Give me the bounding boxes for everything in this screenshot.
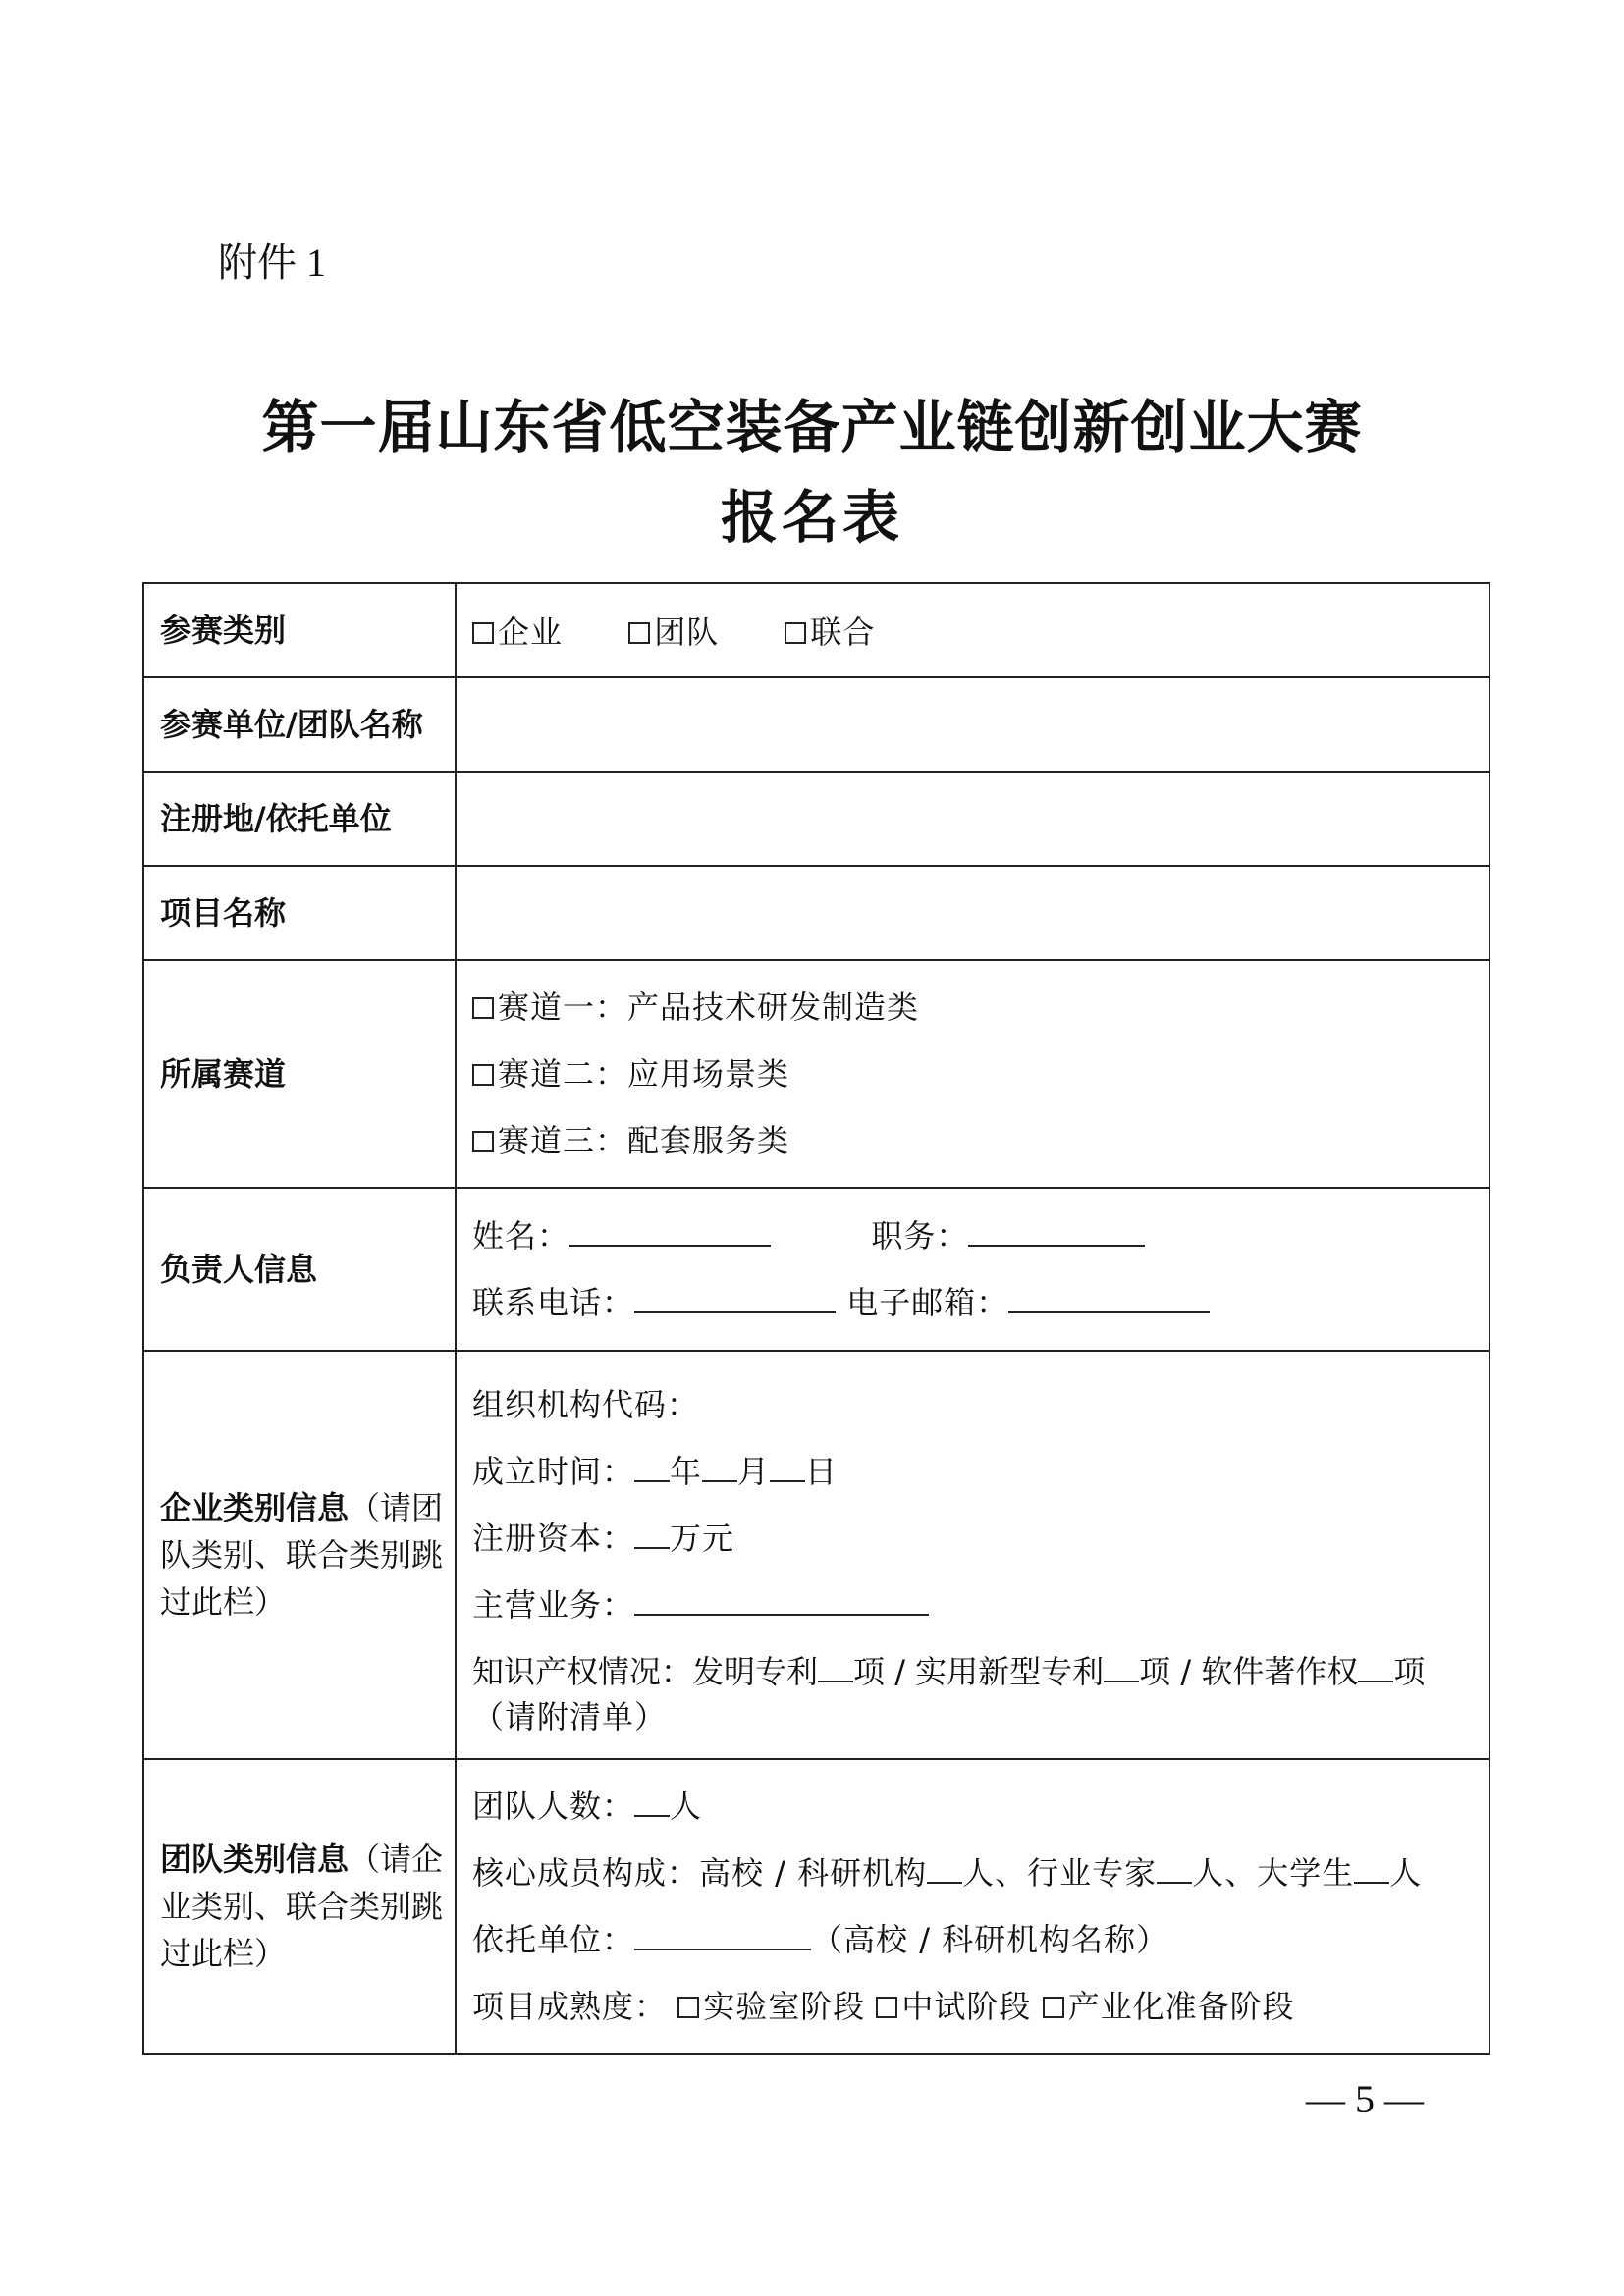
label-project: 项目名称	[143, 866, 456, 960]
attachment-label: 附件 1	[218, 240, 326, 286]
option-lab-stage[interactable]: 实验室阶段	[677, 1988, 865, 2025]
year-blank[interactable]	[634, 1451, 670, 1482]
value-track	[456, 960, 1489, 1188]
label-registered: 注册地/依托单位	[143, 772, 456, 866]
business-blank[interactable]	[634, 1584, 929, 1616]
checkbox-icon[interactable]	[628, 622, 650, 644]
option-industrial-stage[interactable]: 产业化准备阶段	[1043, 1988, 1295, 2025]
team-size-blank[interactable]	[634, 1786, 670, 1817]
label-leader: 负责人信息	[143, 1188, 456, 1351]
support-unit-blank[interactable]	[634, 1919, 811, 1950]
option-track-2[interactable]: 赛道二：应用场景类	[472, 1041, 1481, 1107]
utility-blank[interactable]	[1104, 1651, 1139, 1682]
label-category: 参赛类别	[143, 583, 456, 677]
row-enterprise	[143, 1351, 1489, 1759]
option-enterprise[interactable]: 企业	[472, 614, 563, 651]
form-subtitle: 报名表	[720, 484, 903, 551]
org-code-label: 组织机构代码：	[472, 1386, 700, 1423]
page-number: — 5 —	[1306, 2077, 1424, 2121]
ip-note: （请附清单）	[472, 1698, 668, 1735]
checkbox-icon[interactable]	[472, 1064, 494, 1086]
phone-blank[interactable]	[634, 1282, 836, 1313]
invention-blank[interactable]	[818, 1651, 853, 1682]
option-joint[interactable]: 联合	[785, 614, 875, 651]
option-track-1[interactable]: 赛道一：产品技术研发制造类	[472, 974, 1481, 1041]
student-count-blank[interactable]	[1354, 1852, 1389, 1884]
value-leader: 姓名： 职务： 联系电话： 电子邮箱：	[456, 1188, 1489, 1351]
row-unit-name	[143, 677, 1489, 772]
field-project[interactable]	[456, 866, 1489, 960]
label-unit-name: 参赛单位/团队名称	[143, 677, 456, 772]
option-track-3[interactable]: 赛道三：配套服务类	[472, 1107, 1481, 1174]
field-registered[interactable]	[456, 772, 1489, 866]
name-blank[interactable]	[569, 1215, 771, 1247]
value-team: 团队人数： 人 核心成员构成：高校 / 科研机构 人、行业专家 人、大学生 人 依托单位： （高校 / 科研机构名称） 项目成熟度： 实验室阶段 中试阶段 产业化准备阶段	[456, 1759, 1489, 2054]
expert-count-blank[interactable]	[1157, 1852, 1192, 1884]
row-track	[143, 960, 1489, 1188]
email-blank[interactable]	[1008, 1282, 1210, 1313]
checkbox-icon[interactable]	[472, 997, 494, 1019]
registration-table	[142, 582, 1490, 2055]
row-registered	[143, 772, 1489, 866]
form-title: 第一届山东省低空装备产业链创新创业大赛	[261, 394, 1363, 460]
row-category	[143, 583, 1489, 677]
checkbox-icon[interactable]	[1043, 1997, 1064, 2018]
label-track: 所属赛道	[143, 960, 456, 1188]
field-unit-name[interactable]	[456, 677, 1489, 772]
day-blank[interactable]	[770, 1451, 805, 1482]
software-blank[interactable]	[1358, 1651, 1393, 1682]
capital-blank[interactable]	[634, 1518, 670, 1549]
option-team[interactable]: 团队	[628, 614, 719, 651]
row-project	[143, 866, 1489, 960]
checkbox-icon[interactable]	[472, 1131, 494, 1152]
academic-count-blank[interactable]	[927, 1852, 962, 1884]
label-team: 团队类别信息（请企业类别、联合类别跳过此栏）	[143, 1759, 456, 2054]
month-blank[interactable]	[702, 1451, 737, 1482]
option-pilot-stage[interactable]: 中试阶段	[876, 1988, 1031, 2025]
row-leader	[143, 1188, 1489, 1351]
checkbox-icon[interactable]	[677, 1997, 699, 2018]
value-category	[456, 583, 1489, 677]
checkbox-icon[interactable]	[785, 622, 806, 644]
checkbox-icon[interactable]	[472, 622, 494, 644]
row-team	[143, 1759, 1489, 2054]
position-blank[interactable]	[968, 1215, 1145, 1247]
label-enterprise: 企业类别信息（请团队类别、联合类别跳过此栏）	[143, 1351, 456, 1759]
checkbox-icon[interactable]	[876, 1997, 897, 2018]
value-enterprise: 组织机构代码： 成立时间： 年 月 日 注册资本： 万元 主营业务： 知识产权情况：发明专利 项 / 实用新型专利 项 / 软件著作权 项 （请附清单）	[456, 1351, 1489, 1759]
